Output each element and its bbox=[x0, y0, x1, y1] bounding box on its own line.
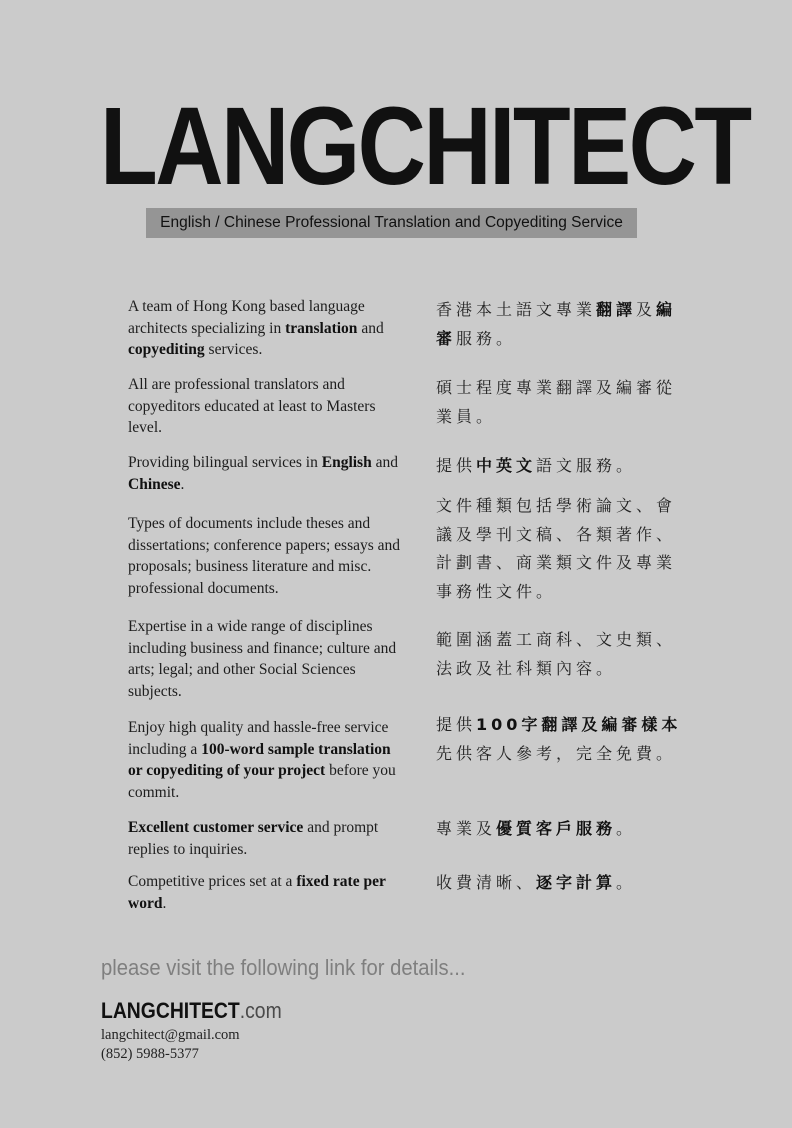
text-segment: 碩士程度專業翻譯及編審從業員。 bbox=[436, 378, 677, 426]
text-segment: and bbox=[357, 319, 384, 337]
emphasis-text: 中英文 bbox=[476, 456, 537, 475]
text-segment: 文件種類包括學術論文、會議及學刊文稿、各類著作、計劃書、商業類文件及專業事務性文件。 bbox=[436, 496, 677, 601]
website-tld[interactable]: .com bbox=[239, 998, 282, 1023]
text-segment: All are professional translators and copyeditors educated at least to Masters level. bbox=[128, 376, 376, 436]
text-segment: 先供客人參考，完全免費。 bbox=[436, 743, 677, 763]
text-segment: Types of documents include theses and dissertations; conference papers; essays and proposals; business literature and misc. professional documents. bbox=[128, 515, 401, 597]
feature-text-en bbox=[128, 616, 406, 702]
text-segment: 服務。 bbox=[456, 328, 517, 348]
text-segment: 及 bbox=[636, 300, 657, 319]
text-segment: 提供 bbox=[436, 456, 477, 475]
feature-text-en bbox=[128, 452, 406, 495]
emphasis-text: 優質客戶服務 bbox=[496, 819, 617, 838]
feature-text-zh bbox=[436, 492, 686, 606]
text-segment: 語文服務。 bbox=[536, 456, 637, 475]
text-segment: 。 bbox=[616, 819, 637, 838]
feature-text-zh bbox=[436, 296, 686, 353]
text-segment: services. bbox=[204, 341, 263, 358]
text-segment: 。 bbox=[616, 873, 637, 892]
feature-text-en bbox=[128, 871, 406, 914]
feature-text-zh bbox=[436, 452, 686, 481]
feature-text-en bbox=[128, 513, 406, 599]
text-segment: and bbox=[371, 454, 398, 471]
emphasis-text: Excellent customer service bbox=[128, 819, 304, 836]
tagline-banner: English / Chinese Professional Translation and Copyediting Service bbox=[146, 208, 637, 238]
details-prompt: please visit the following link for details... bbox=[101, 955, 466, 980]
website-name[interactable]: LANGCHITECT bbox=[101, 998, 240, 1023]
feature-text-zh bbox=[436, 626, 686, 683]
text-segment: 提供 bbox=[436, 715, 477, 734]
text-segment: before you commit. bbox=[128, 762, 396, 801]
emphasis-text: 100-word sample translation or copyediting of your project bbox=[128, 740, 391, 779]
emphasis-text: Chinese bbox=[128, 475, 181, 493]
emphasis-text: 100字翻譯及編審樣本 bbox=[476, 715, 682, 734]
feature-text-zh bbox=[436, 711, 686, 768]
text-segment: Expertise in a wide range of disciplines including business and finance; culture and arts; legal; and other Social Sciences subjects. bbox=[128, 618, 397, 700]
emphasis-text: translation bbox=[285, 319, 358, 337]
emphasis-text: 編審 bbox=[436, 300, 677, 348]
text-segment: 香港本土語文專業 bbox=[436, 300, 597, 319]
feature-text-en bbox=[128, 296, 406, 361]
emphasis-text: 逐字計算 bbox=[536, 873, 617, 892]
contact-email[interactable]: langchitect@gmail.com bbox=[101, 1027, 240, 1043]
emphasis-text: 翻譯 bbox=[596, 300, 637, 319]
feature-text-en bbox=[128, 374, 406, 439]
emphasis-text: fixed rate per word bbox=[128, 873, 386, 912]
text-segment: 範圍涵蓋工商科、文史類、法政及社科類內容。 bbox=[436, 630, 677, 678]
emphasis-text: English bbox=[321, 454, 372, 471]
feature-text-zh bbox=[436, 374, 686, 431]
website-link[interactable] bbox=[101, 998, 282, 1024]
feature-text-en bbox=[128, 717, 406, 803]
contact-phone: (852) 5988-5377 bbox=[101, 1046, 199, 1062]
text-segment: Enjoy high quality and hassle-free service including a bbox=[128, 719, 389, 758]
text-segment: . bbox=[180, 475, 185, 493]
feature-text-en bbox=[128, 817, 406, 860]
feature-text-zh bbox=[436, 815, 686, 844]
text-segment: 收費清晰、 bbox=[436, 873, 537, 892]
text-segment: Competitive prices set at a bbox=[128, 873, 297, 890]
text-segment: . bbox=[162, 894, 167, 912]
emphasis-text: copyediting bbox=[128, 341, 205, 358]
text-segment: 專業及 bbox=[436, 819, 497, 838]
text-segment: Providing bilingual services in bbox=[128, 454, 322, 471]
brand-logo: LANGCHITECT bbox=[100, 85, 750, 208]
text-segment: and prompt replies to inquiries. bbox=[128, 819, 379, 858]
text-segment: A team of Hong Kong based language architects specializing in bbox=[128, 298, 365, 337]
feature-text-zh bbox=[436, 869, 686, 898]
